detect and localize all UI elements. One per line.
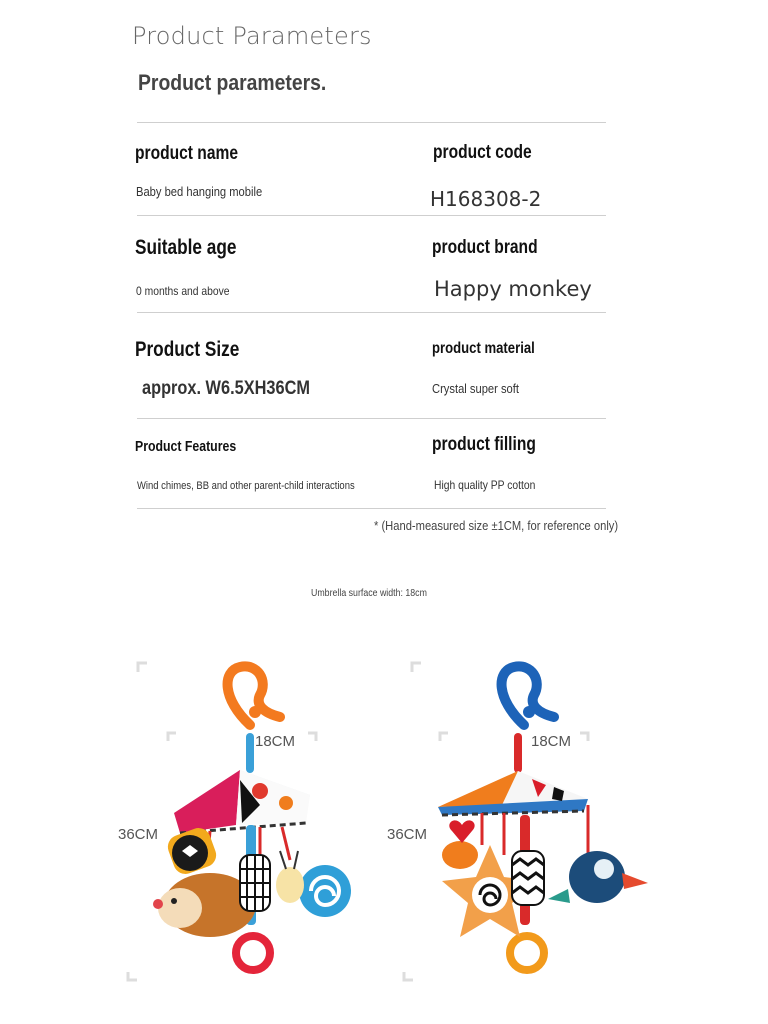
param-label-product-features: Product Features [135,438,237,455]
clip-icon [502,666,554,725]
divider [137,122,606,123]
toucan-toy [548,851,648,903]
param-label-product-code: product code [433,142,532,163]
left-width-label: 18CM [255,733,296,750]
clip-icon [228,666,280,725]
umbrella-width-caption: Umbrella surface width: 18cm [311,588,427,599]
param-value-suitable-age: 0 months and above [136,284,230,298]
teether-ring [236,936,270,970]
right-height-label: 36CM [387,826,428,843]
param-value-product-code: H168308-2 [430,187,542,211]
param-value-product-filling: High quality PP cotton [434,478,536,492]
divider [137,215,606,216]
param-value-product-features: Wind chimes, BB and other parent-child interactions [137,480,355,492]
umbrella-canopy [438,771,588,815]
grid-rattle [240,855,270,911]
divider [137,312,606,313]
param-label-product-brand: product brand [432,237,538,258]
param-label-product-name: product name [135,143,239,164]
param-label-product-filling: product filling [432,434,536,455]
param-label-product-material: product material [432,340,535,357]
param-label-product-size: Product Size [135,338,240,361]
chain-link [246,733,254,773]
measurement-note: * (Hand-measured size ±1CM, for reference only) [374,518,619,533]
page-title: Product Parameters [132,22,372,50]
left-mobile-image [110,655,370,985]
pattern-rattle [512,851,544,905]
umbrella-canopy [174,770,310,833]
divider [137,508,606,509]
snail-toy [276,851,351,917]
corner-marks [404,663,588,980]
teether-ring [510,936,544,970]
param-value-product-size: approx. W6.5XH36CM [142,378,310,399]
divider [137,418,606,419]
param-value-product-material: Crystal super soft [432,381,519,396]
param-value-product-brand: Happy monkey [434,277,592,301]
chain-link [514,733,522,773]
right-width-label: 18CM [531,733,572,750]
param-label-suitable-age: Suitable age [135,236,237,259]
param-value-product-name: Baby bed hanging mobile [136,184,263,199]
section-subtitle: Product parameters. [138,70,327,95]
left-height-label: 36CM [118,826,159,843]
right-mobile-image [392,655,652,985]
